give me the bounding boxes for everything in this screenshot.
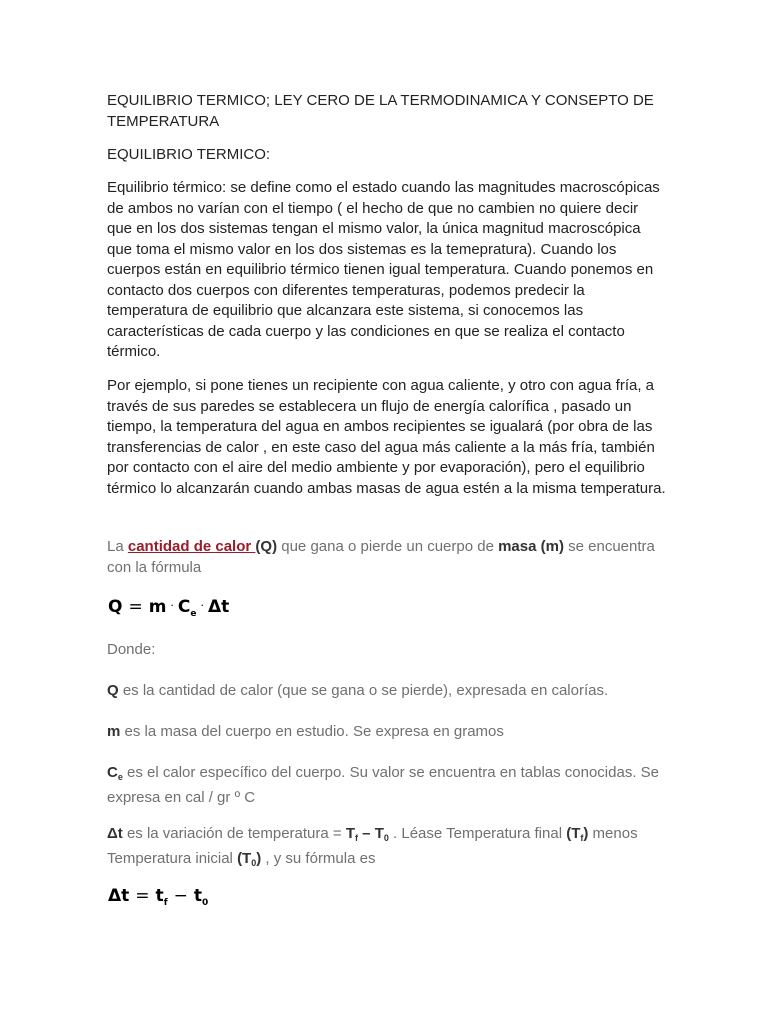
paragraph-example: Por ejemplo, si pone tienes un recipiente con agua caliente, y otro con agua fría, a través de sus paredes se establecera un flujo de energía calorífica , pasado un tiempo, la temperatura del agua en ambos recipientes se igualará (por obra de las transferencias de calor , en este caso del agua más caliente a la más fría, también por contacto con el aire del medio ambiente y por evaporación), pero el equilibrio térmico lo alcanzarán cuando ambas masas de agua estén a la misma temperatura. [107, 377, 666, 497]
def-tf-sub: f [355, 833, 358, 843]
formula2-t0: t [193, 886, 202, 906]
def-q-text: es la cantidad de calor (que se gana o se pierde), expresada en calorías. [118, 682, 609, 699]
def-m-symbol: m [107, 723, 121, 740]
formula2-tf: t [155, 886, 164, 906]
definition-delta-t [107, 824, 667, 873]
formula2-tf-sub: f [163, 898, 168, 908]
formula-heat [108, 596, 229, 625]
def-m-text: es la masa del cuerpo en estudio. Se expresa en gramos [120, 723, 504, 740]
def-c-text: es el calor específico del cuerpo. Su valor se encuentra en tablas conocidas. Se expresa en cal / gr º C [107, 764, 660, 806]
def-dt-text2: . Léase Temperatura final [388, 825, 567, 842]
text-mid: que gana o pierde un cuerpo de [277, 538, 499, 555]
formula-equals: = [128, 597, 143, 617]
def-dt-symbol: Δt [107, 825, 123, 842]
def-q-symbol: Q [107, 682, 119, 699]
def-tf2-close: ) [583, 825, 589, 842]
document-title: EQUILIBRIO TERMICO; LEY CERO DE LA TERMODINAMICA Y CONSEPTO DE TEMPERATURA [107, 92, 654, 130]
def-tf2-open: (T [566, 825, 581, 842]
paragraph-definition: Equilibrio térmico: se define como el estado cuando las magnitudes macroscópicas de ambos no varían con el tiempo ( el hecho de que no cambien no quiere decir que en los dos sistemas tengan el mismo valor, la única magnitud macroscópica que toma el mismo valor en los dos sistemas es la temepratura). Cuando los cuerpos están en equilibrio térmico tienen igual temperatura. Cuando ponemos en contacto dos cuerpos con diferentes temperaturas, podemos predecir la temperatura de equilibrio que alcanzara este sistema, si conocemos las características de cada cuerpo y las condiciones en que se realiza el contacto térmico. [107, 179, 660, 360]
def-dt-text4: , y su fórmula es [261, 849, 376, 867]
formula-q: Q [108, 597, 123, 617]
definition-q [107, 681, 667, 702]
paragraph-heat-quantity [107, 537, 667, 578]
donde-label: Donde: [107, 641, 156, 658]
formula-c-sub: e [190, 609, 197, 619]
symbol-masa: masa (m) [498, 538, 564, 555]
def-dt-text: es la variación de temperatura = [122, 825, 346, 842]
section-heading: EQUILIBRIO TERMICO: [107, 146, 271, 163]
formula2-equals: = [135, 886, 150, 906]
formula-m: m [148, 597, 167, 617]
definition-m [107, 722, 667, 743]
def-dt-text3: menos Temperatura inicial [107, 825, 638, 867]
formula-delta-t: Δt [208, 597, 230, 617]
formula-delta-t-def [108, 886, 208, 914]
formula-dot: · [170, 599, 174, 612]
def-t02-close: ) [256, 849, 262, 867]
def-c-sub: e [117, 772, 123, 782]
def-c-symbol: C [107, 764, 118, 781]
text-end: se encuentra con la fórmula [107, 538, 655, 576]
def-t0: T [374, 825, 384, 842]
text-la: La [107, 538, 128, 555]
formula2-t0-sub: 0 [202, 898, 209, 908]
def-t02-sub: 0 [251, 857, 257, 868]
formula2-delta-t: Δt [108, 886, 130, 906]
cantidad-de-calor-link[interactable]: cantidad de calor [127, 538, 256, 555]
symbol-q: (Q) [255, 538, 278, 555]
formula-dot: · [200, 599, 205, 612]
def-tf: T [345, 825, 355, 842]
formula-c: C [177, 597, 191, 617]
definition-c [107, 763, 667, 808]
def-t0-sub: 0 [383, 833, 389, 843]
def-tf2-sub: f [580, 833, 584, 843]
formula2-minus: − [173, 886, 188, 906]
def-minus: – [358, 825, 375, 842]
def-t02-open: (T [237, 849, 252, 867]
